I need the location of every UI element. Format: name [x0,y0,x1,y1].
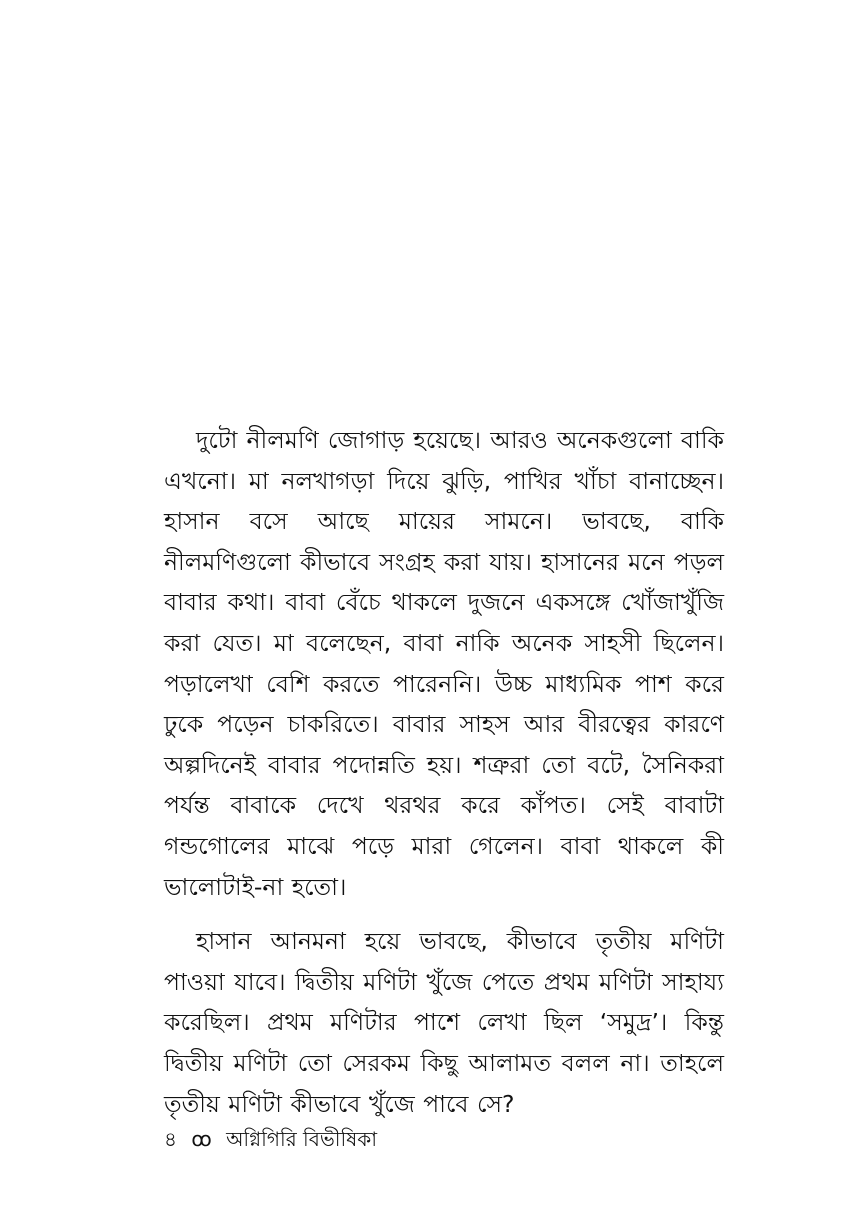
book-title: অগ্নিগিরি বিভীষিকা [226,1127,378,1151]
paragraph-2: হাসান আনমনা হয়ে ভাবছে, কীভাবে তৃতীয় মণিটা পাওয়া যাবে। দ্বিতীয় মণিটা খুঁজে পেতে প্রথম মণিটা সাহায্য করেছিল। প্রথম মণিটার পাশে লেখা ছিল ‘সমুদ্র’। কিন্তু দ্বিতীয় মণিটা তো সেরকম কিছু আলামত বলল না। তাহলে তৃতীয় মণিটা কীভাবে খুঁজে পাবে সে? [164,927,724,1118]
page-number: ৪ [164,1127,177,1151]
page-footer [164,1124,385,1154]
paragraph-1: দুটো নীলমণি জোগাড় হয়েছে। আরও অনেকগুলো বাকি এখনো। মা নলখাগড়া দিয়ে ঝুড়ি, পাখির খাঁচা বানাচ্ছেন। হাসান বসে আছে মায়ের সামনে। ভাবছে, বাকি নীলমণিগুলো কীভাবে সংগ্রহ করা যায়। হাসানের মনে পড়ল বাবার কথা। বাবা বেঁচে থাকলে দুজনে একসঙ্গে খোঁজাখুঁজি করা যেত। মা বলেছেন, বাবা নাকি অনেক সাহসী ছিলেন। পড়ালেখা বেশি করতে পারেননি। উচ্চ মাধ্যমিক পাশ করে ঢুকে পড়েন চাকরিতে। বাবার সাহস আর বীরত্বের কারণে অল্পদিনেই বাবার পদোন্নতি হয়। শত্রুরা তো বটে, সৈনিকরা পর্যন্ত বাবাকে দেখে থরথর করে কাঁপত। সেই বাবাটা গন্ডগোলের মাঝে পড়ে মারা গেলেন। বাবা থাকলে কী ভালোটাই-না হতো। [164,426,724,901]
body-text [164,420,724,1138]
footer-ornament: ꝏ [191,1127,212,1151]
